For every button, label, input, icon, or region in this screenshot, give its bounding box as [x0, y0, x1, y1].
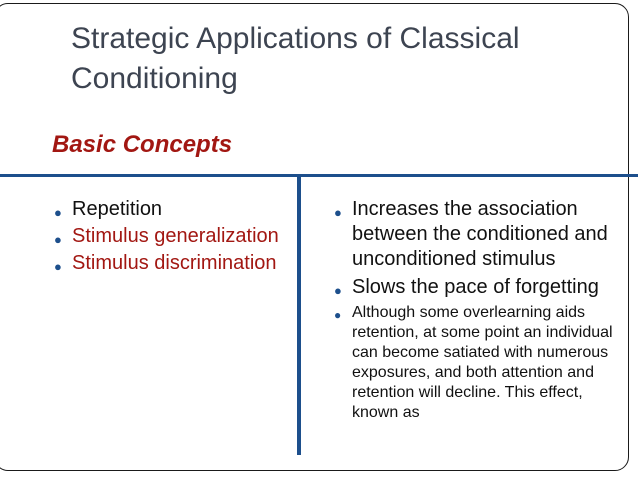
bullet-icon: ●	[54, 232, 62, 247]
list-item	[52, 251, 284, 276]
list-item-text: Stimulus discrimination	[72, 252, 277, 274]
effects-list	[332, 197, 622, 423]
list-item-text: Increases the association between the conditioned and unconditioned stimulus	[352, 198, 608, 270]
bullet-icon: ●	[334, 205, 342, 220]
bullet-icon: ●	[54, 259, 62, 274]
bullet-icon: ●	[334, 283, 342, 298]
list-item-text: Slows the pace of forgetting	[352, 276, 599, 298]
slide-title: Strategic Applications of Classical Conditioning	[71, 22, 520, 95]
list-item-text: Stimulus generalization	[72, 225, 279, 247]
bullet-icon: ●	[334, 308, 342, 322]
list-item	[332, 275, 622, 300]
horizontal-divider	[0, 174, 638, 177]
list-item	[332, 197, 622, 272]
list-item-text: Although some overlearning aids retention, at some point an individual can become satiated with numerous exposures, and both attention and retention will decline. This effect, known as	[352, 304, 613, 421]
list-item	[52, 197, 284, 222]
section-subtitle: Basic Concepts	[52, 131, 233, 158]
concepts-list	[52, 197, 284, 278]
vertical-divider	[297, 174, 301, 455]
bullet-icon: ●	[54, 205, 62, 220]
list-item	[52, 224, 284, 249]
list-item	[332, 303, 622, 423]
list-item-text: Repetition	[72, 198, 163, 220]
